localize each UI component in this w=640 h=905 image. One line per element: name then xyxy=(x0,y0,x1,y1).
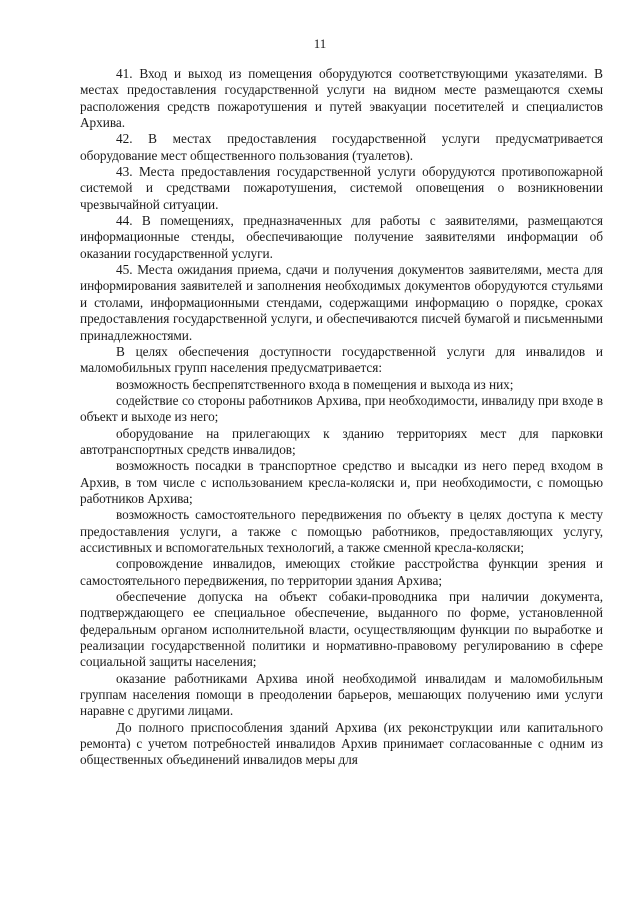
list-item: обеспечение допуска на объект собаки-проводника при наличии документа, подтверждающего ее специальное обеспечение, выданного по форме, установленной федеральным органом исполнительной власти, осуществляющим функции по выработке и реализации государственной политики и нормативно-правовому регулированию в сфере социальной защиты населения; xyxy=(80,589,603,670)
list-item: возможность самостоятельного передвижения по объекту в целях доступа к месту предоставления услуги, а также с помощью работников, предоставляющих услугу, ассистивных и вспомогательных технологий, а также сменной кресла-коляски; xyxy=(80,507,603,555)
list-item: сопровождение инвалидов, имеющих стойкие расстройства функции зрения и самостоятельного передвижения, по территории здания Архива; xyxy=(80,556,603,588)
paragraph-41: 41. Вход и выход из помещения оборудуются соответствующими указателями. В местах предоставления государственной услуги на видном месте размещаются схемы расположения средств пожаротушения и путей эвакуации посетителей и специалистов Архива. xyxy=(80,66,603,131)
list-item: содействие со стороны работников Архива, при необходимости, инвалиду при входе в объект и выходе из него; xyxy=(80,392,603,425)
paragraph-42: 42. В местах предоставления государственной услуги предусматривается оборудование мест общественного пользования (туалетов). xyxy=(80,131,603,163)
document-body xyxy=(80,66,603,769)
list-item: оказание работниками Архива иной необходимой инвалидам и маломобильным группам населения помощи в преодолении барьеров, мешающих получению ими услуги наравне с другими лицами. xyxy=(80,670,603,719)
paragraph-44: 44. В помещениях, предназначенных для работы с заявителями, размещаются информационные стенды, обеспечивающие получение заявителями информации об оказании государственной услуги. xyxy=(80,213,603,261)
page-number: 11 xyxy=(313,36,327,51)
paragraph-45: 45. Места ожидания приема, сдачи и получения документов заявителями, места для информирования заявителей и заполнения необходимых документов оборудуются стульями и столами, информационными стендами, содержащими информацию о порядке, сроках предоставления государственной услуги, и обеспечиваются писчей бумагой и письменными принадлежностями. xyxy=(80,262,603,343)
closing-paragraph: До полного приспособления зданий Архива (их реконструкции или капитального ремонта) с учетом потребностей инвалидов Архив принимает согласованные с одним из общественных объединений инвалидов меры для xyxy=(80,719,603,768)
accessibility-intro: В целях обеспечения доступности государственной услуги для инвалидов и маломобильных групп населения предусматривается: xyxy=(80,343,603,376)
paragraph-43: 43. Места предоставления государственной услуги оборудуются противопожарной системой и средствами пожаротушения, системой оповещения о возникновении чрезвычайной ситуации. xyxy=(80,164,603,212)
list-item: оборудование на прилегающих к зданию территориях мест для парковки автотранспортных средств инвалидов; xyxy=(80,425,603,457)
list-item: возможность посадки в транспортное средство и высадки из него перед входом в Архив, в том числе с использованием кресла-коляски и, при необходимости, с помощью работников Архива; xyxy=(80,458,603,506)
list-item: возможность беспрепятственного входа в помещения и выхода из них; xyxy=(116,376,514,392)
